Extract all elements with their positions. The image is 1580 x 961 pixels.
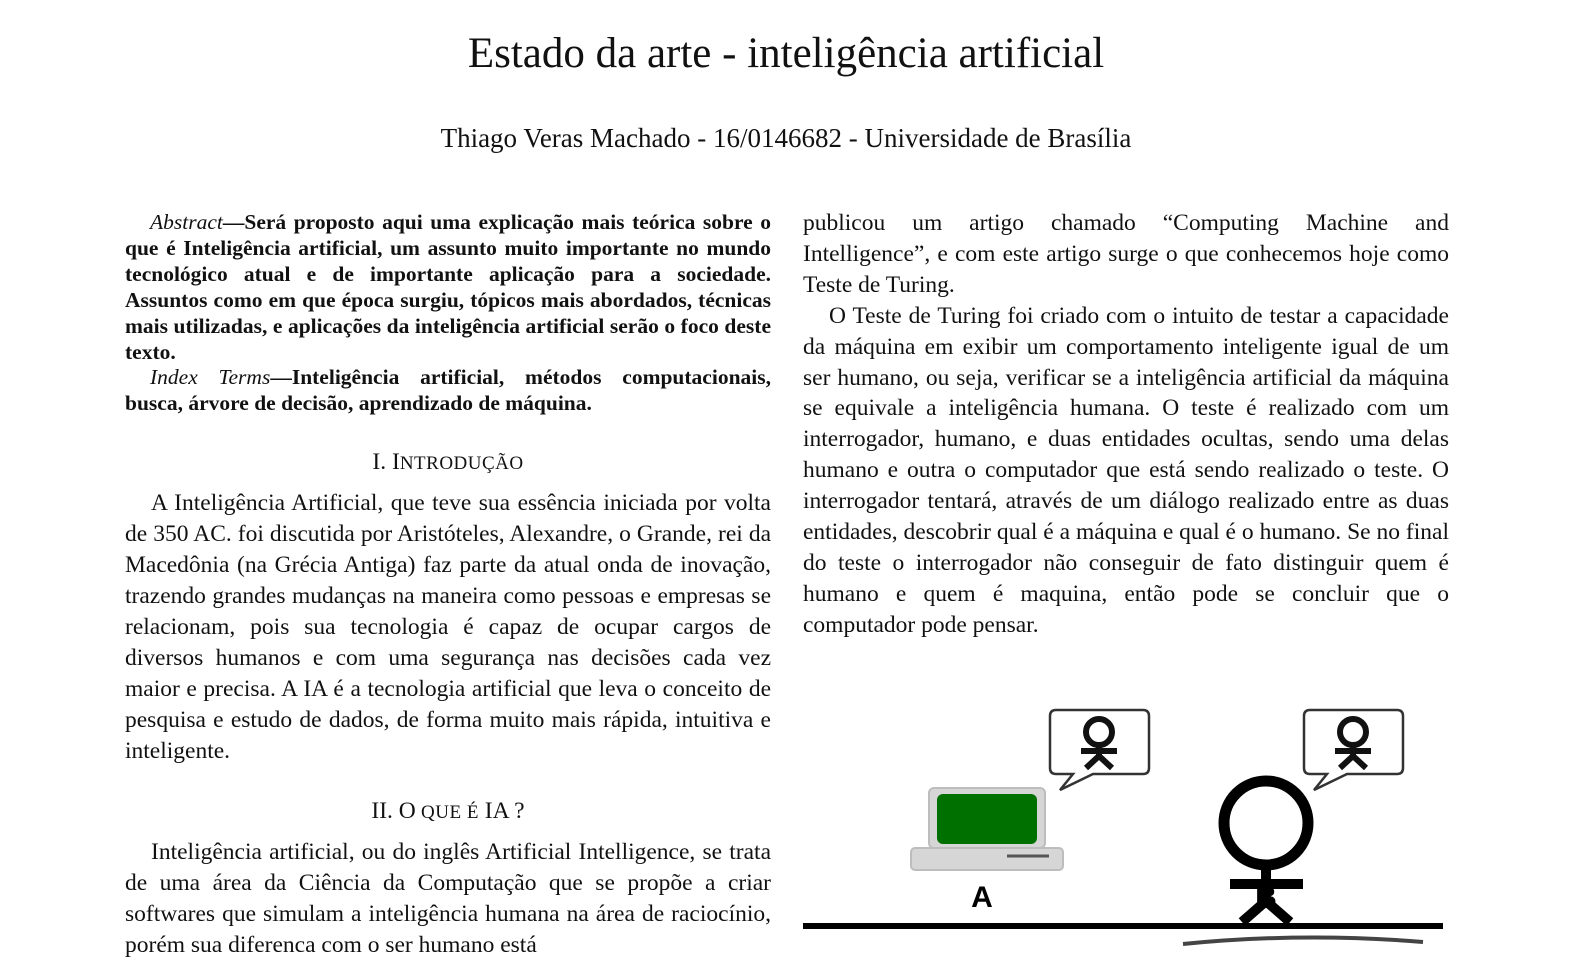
introduction-body [125, 488, 771, 766]
what-is-ai-paragraph: Inteligência artificial, ou do inglês Artificial Intelligence, se trata de uma área da Ciência da Computação que se propõe a criar softwares que simulam a inteligência humana na área de raciocínio, porém sua diferenca com o ser humano está [125, 839, 771, 959]
author-line: Thiago Veras Machado - 16/0146682 - Universidade de Brasília [440, 123, 1132, 153]
section-title-tail: IA ? [478, 798, 525, 825]
paper-title: Estado da arte - inteligência artificial [467, 30, 1105, 77]
abstract-block [125, 210, 771, 417]
index-terms-text: —Inteligência artificial, métodos computacionais, busca, árvore de decisão, aprendizado de máquina. [125, 365, 771, 416]
introduction-paragraph: A Inteligência Artificial, que teve sua essência iniciada por volta de 350 AC. foi discutida por Aristóteles, Alexandre, o Grande, rei da Macedônia (na Grécia Antiga) faz parte da atual onda de inovação, trazendo grandes mudanças na maneira como pessoas e empresas se relacionam, pois sua tecnologia é capaz de ocupar cargos de diversos humanos e com uma segurança nas decisões cada vez maior e precisa. A IA é a tecnologia artificial que leva o conceito de pesquisa e estudo de dados, de forma muito mais rápida, intuitiva e inteligente. [125, 490, 771, 764]
section-title-initial: I [391, 449, 400, 476]
turing-test-paragraph: O Teste de Turing foi criado com o intuito de testar a capacidade da máquina em exibir um comportamento inteligente igual de um ser humano, ou seja, verificar se a inteligência artificial da máquina se equivale a inteligência humana. O teste é realizado com um interrogador, humano, e duas entidades ocultas, sendo uma delas humano e outra o computador que está sendo realizado o teste. O interrogador tentará, através de um diálogo realizado entre as duas entidades, descobrir qual é a máquina e qual é o humano. Se no final do teste o interrogador não conseguir de fato distinguir quem é humano e quem é maquina, então pode se concluir que o computador pode pensar. [803, 302, 1449, 638]
section-numeral: I. [372, 449, 387, 476]
right-column-body [803, 208, 1449, 641]
abstract-label: Abstract [150, 210, 223, 234]
section-numeral: II. [371, 798, 393, 825]
section-heading-what-is-ai [125, 796, 771, 828]
what-is-ai-body [125, 837, 771, 961]
computer-icon [911, 788, 1063, 870]
abstract-text: —Será proposto aqui uma explicação mais teórica sobre o que é Inteligência artificial, um assunto muito importante no mundo tecnológico atual e de importante aplicação para a sociedade. Assuntos como em que época surgiu, tópicos mais abordados, técnicas mais utilizadas, e aplicações da inteligência artificial serão o foco deste texto. [125, 210, 771, 364]
speech-bubble-b [1304, 710, 1403, 790]
speech-bubble-a [1050, 710, 1149, 790]
turing-test-illustration [803, 706, 1453, 948]
continued-paragraph: publicou um artigo chamado “Computing Machine and Intelligence”, e com este artigo surge o que conhecemos hoje como Teste de Turing. [803, 210, 1449, 298]
section-title-rest: QUE É [415, 802, 479, 824]
figure-label-b: B [1255, 881, 1277, 914]
floor-shadow [1183, 937, 1423, 944]
section-title-initial: O [398, 798, 416, 825]
section-title-rest: NTRODUÇÃO [399, 453, 524, 475]
section-heading-introduction [125, 447, 771, 479]
right-column [803, 208, 1449, 641]
figure-label-a: A [971, 881, 993, 914]
abstract-paragraph [125, 210, 771, 365]
turing-test-figure [803, 706, 1453, 948]
index-terms-label: Index Terms [150, 365, 271, 390]
left-column [125, 210, 771, 961]
index-terms-paragraph [125, 365, 771, 417]
